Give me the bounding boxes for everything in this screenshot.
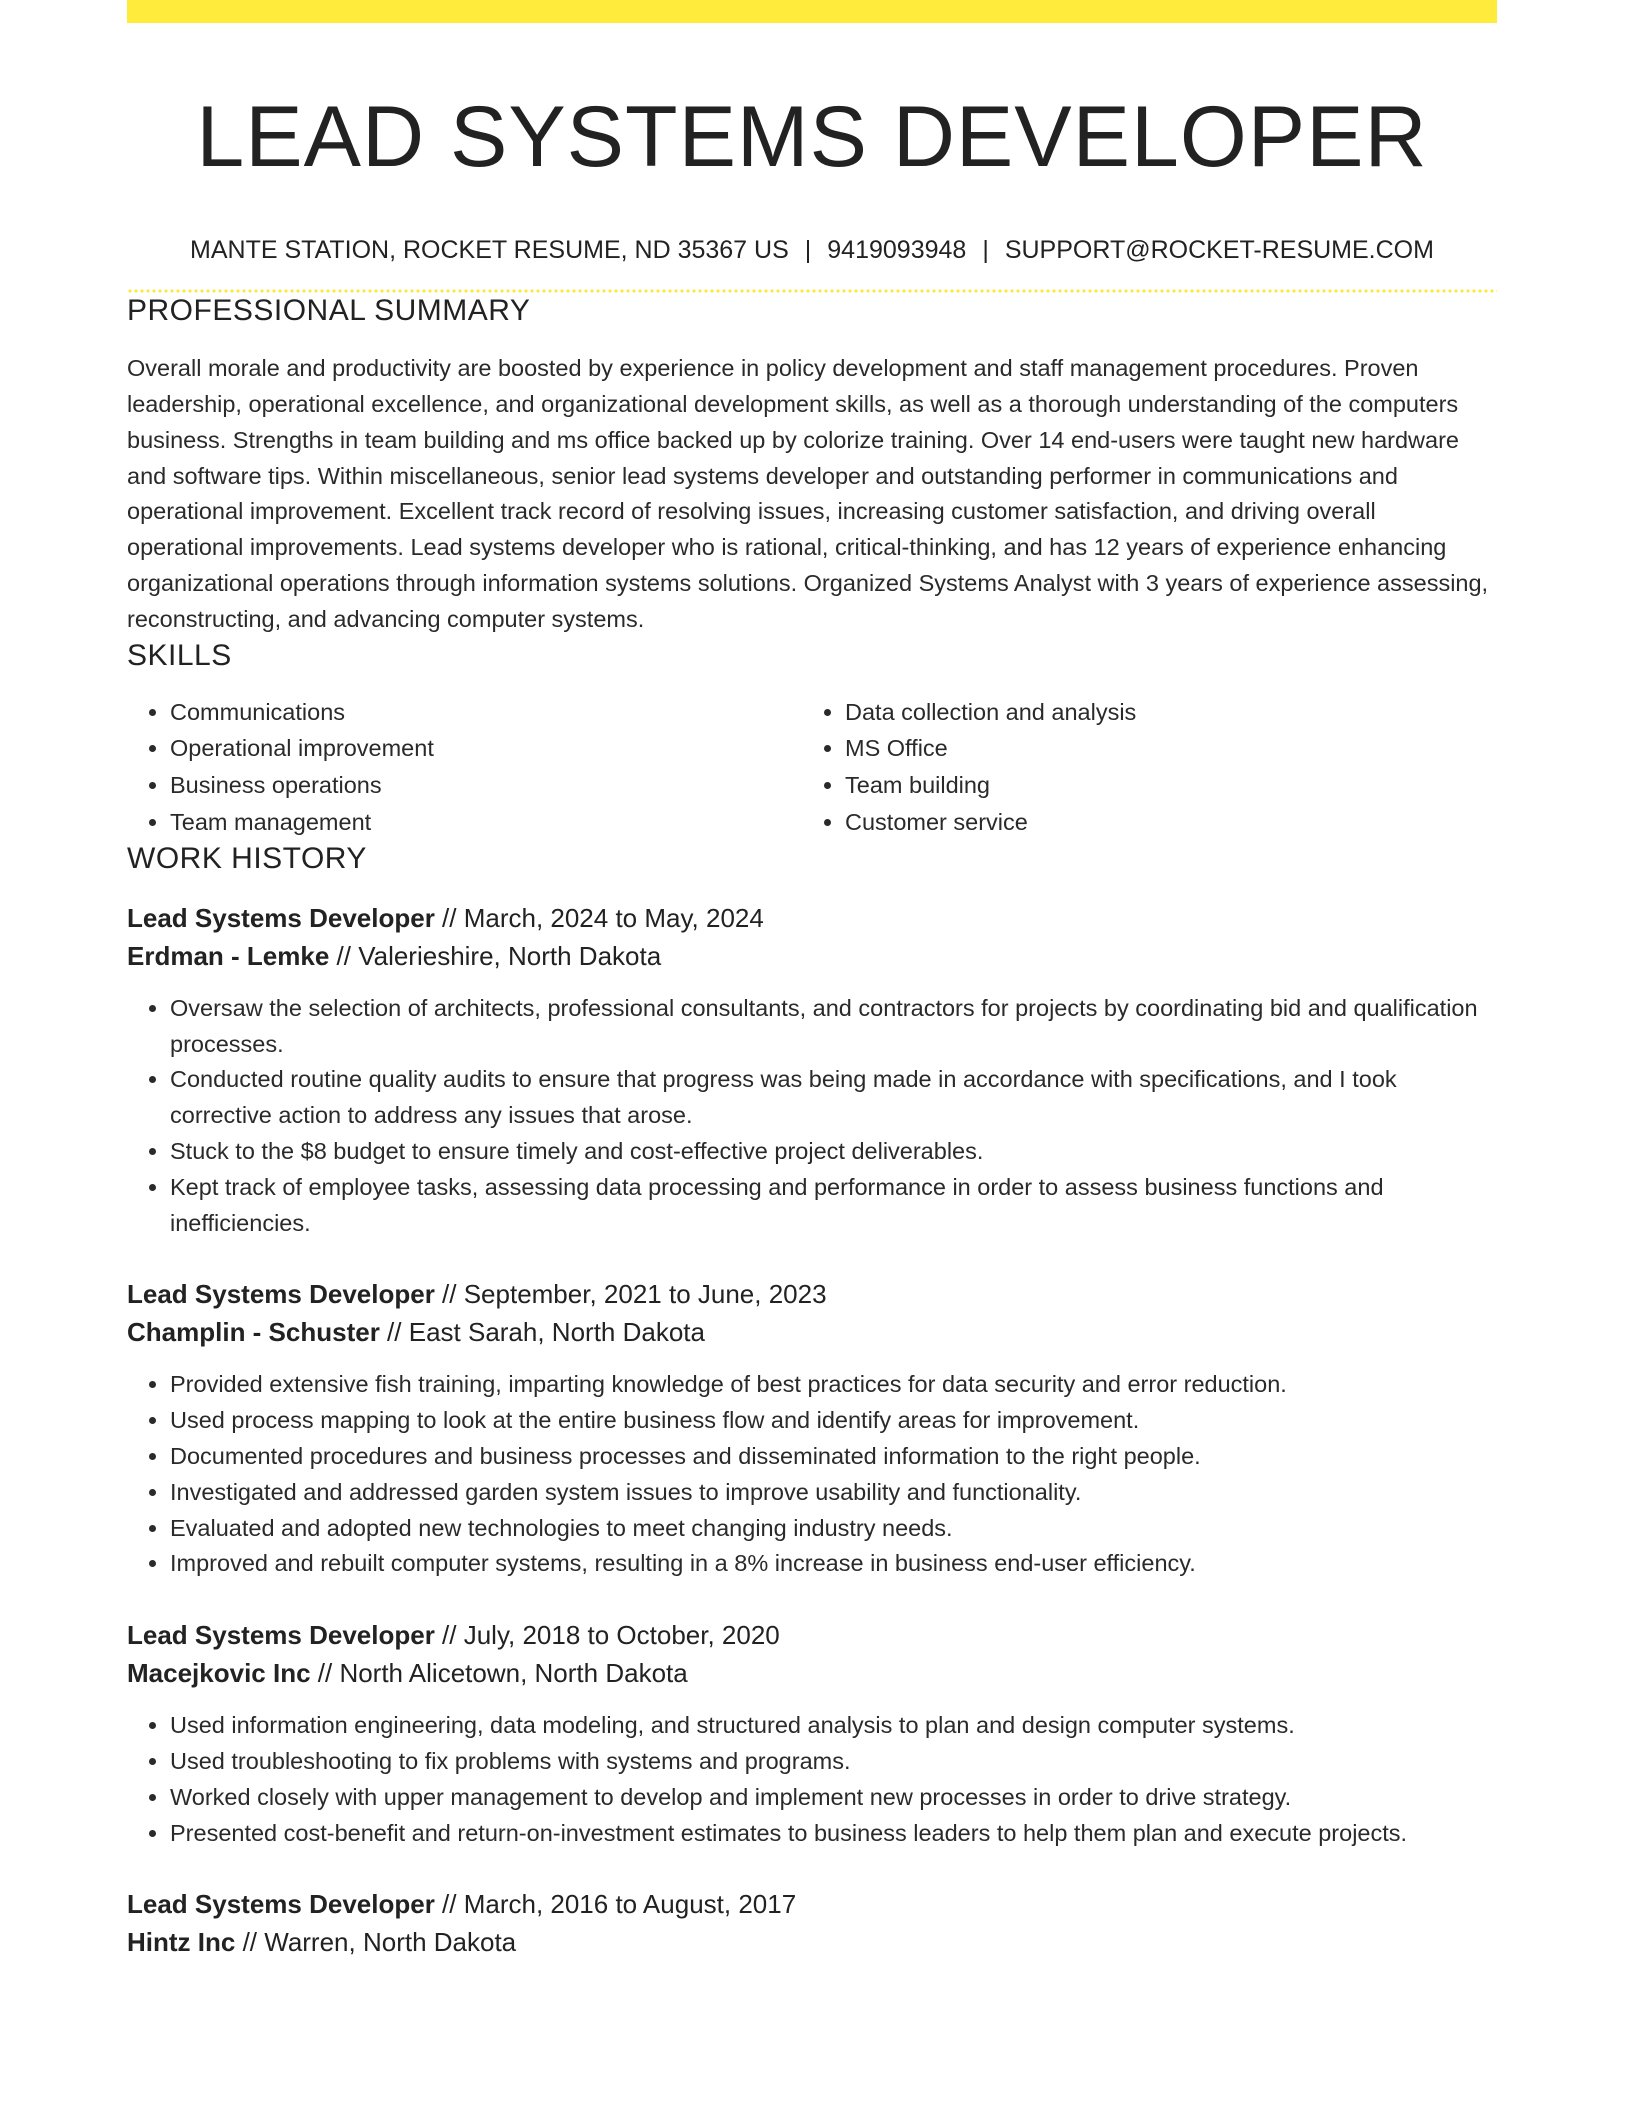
job-dates: // July, 2018 to October, 2020 [434, 1620, 780, 1651]
job-bullet: • Presented cost-benefit and return-on-investment estimates to business leaders to help them plan and execute projects. [170, 1816, 1497, 1852]
job-dates: // March, 2024 to May, 2024 [434, 902, 764, 933]
job-company-line [127, 1654, 1497, 1692]
job-location: // East Sarah, North Dakota [379, 1317, 705, 1348]
job-entry [127, 1885, 1497, 1961]
job-bullet: • Used information engineering, data modeling, and structured analysis to plan and design computer systems. [170, 1708, 1497, 1744]
job-bullet: • Provided extensive fish training, imparting knowledge of best practices for data security and error reduction. [170, 1367, 1497, 1403]
contact-phone: 9419093948 [827, 236, 967, 265]
job-bullet: • Improved and rebuilt computer systems, resulting in a 8% increase in business end-user efficiency. [170, 1546, 1497, 1582]
accent-top-bar [127, 0, 1497, 23]
job-bullet: • Stuck to the $8 budget to ensure timely and cost-effective project deliverables. [170, 1134, 1497, 1170]
job-location: // North Alicetown, North Dakota [310, 1658, 688, 1689]
job-title-line [127, 1275, 1497, 1313]
job-bullet: • Kept track of employee tasks, assessing data processing and performance in order to assess business functions and inefficiencies. [170, 1170, 1497, 1242]
contact-separator: | [804, 236, 812, 265]
job-bullet: • Oversaw the selection of architects, professional consultants, and contractors for projects by coordinating bid and qualification processes. [170, 991, 1497, 1063]
job-title-line [127, 899, 1497, 937]
job-title: Lead Systems Developer [127, 1279, 435, 1310]
job-company: Macejkovic Inc [127, 1658, 311, 1689]
resume-page [127, 0, 1497, 1961]
job-title-line [127, 1616, 1497, 1654]
job-bullet: • Used process mapping to look at the entire business flow and identify areas for improvement. [170, 1403, 1497, 1439]
job-entry [127, 899, 1497, 1242]
job-bullet: • Investigated and addressed garden system issues to improve usability and functionality. [170, 1475, 1497, 1511]
skills-columns [127, 694, 1497, 841]
job-title: Lead Systems Developer [127, 1889, 435, 1920]
job-company: Erdman - Lemke [127, 940, 330, 971]
job-company: Champlin - Schuster [127, 1317, 380, 1348]
job-bullet: • Evaluated and adopted new technologies to meet changing industry needs. [170, 1511, 1497, 1547]
work-history-heading: WORK HISTORY [127, 841, 367, 875]
contact-separator: | [982, 236, 989, 265]
job-location: // Warren, North Dakota [235, 1927, 517, 1958]
job-title-line [127, 1885, 1497, 1923]
candidate-name: LEAD SYSTEMS DEVELOPER [196, 89, 1428, 185]
job-bullets [127, 991, 1497, 1242]
job-dates: // September, 2021 to June, 2023 [434, 1279, 827, 1310]
skill-item: • Business operations [170, 767, 802, 804]
job-bullets [127, 1708, 1497, 1851]
job-company-line [127, 1313, 1497, 1351]
job-title: Lead Systems Developer [127, 1620, 435, 1651]
contact-line [127, 234, 1497, 266]
skill-item: • Data collection and analysis [845, 694, 1477, 731]
job-entry [127, 1616, 1497, 1851]
skills-list-left [127, 694, 802, 841]
summary-heading: PROFESSIONAL SUMMARY [127, 294, 531, 328]
job-bullet: • Documented procedures and business processes and disseminated information to the right people. [170, 1439, 1497, 1475]
job-location: // Valerieshire, North Dakota [329, 940, 662, 971]
job-entry [127, 1275, 1497, 1582]
skills-heading: SKILLS [127, 638, 232, 672]
contact-email: SUPPORT@ROCKET-RESUME.COM [1004, 236, 1434, 265]
job-company-line [127, 937, 1497, 975]
skill-item: • Team management [170, 804, 802, 841]
skill-item: • MS Office [845, 730, 1477, 767]
skill-item: • Operational improvement [170, 730, 802, 767]
job-company-line [127, 1923, 1497, 1961]
job-dates: // March, 2016 to August, 2017 [434, 1889, 797, 1920]
summary-text: Overall morale and productivity are boosted by experience in policy development and staff management procedures. Proven leadership, operational excellence, and organizational development skills, as well as a thorough understanding of the computers business. Strengths in team building and ms office backed up by colorize training. Over 14 end-users were taught new hardware and software tips. Within miscellaneous, senior lead systems developer and outstanding performer in communications and operational improvement. Excellent track record of resolving issues, increasing customer satisfaction, and driving overall operational improvements. Lead systems developer who is rational, critical-thinking, and has 12 years of experience enhancing organizational operations through information systems solutions. Organized Systems Analyst with 3 years of experience assessing, reconstructing, and advancing computer systems. [127, 355, 1489, 632]
skills-list-right [802, 694, 1477, 841]
job-title: Lead Systems Developer [127, 902, 435, 933]
skill-item: • Customer service [845, 804, 1477, 841]
skill-item: • Team building [845, 767, 1477, 804]
contact-address: MANTE STATION, ROCKET RESUME, ND 35367 US [190, 236, 789, 265]
skill-item: • Communications [170, 694, 802, 731]
job-bullet: • Worked closely with upper management to develop and implement new processes in order to drive strategy. [170, 1780, 1497, 1816]
job-bullets [127, 1367, 1497, 1582]
job-company: Hintz Inc [127, 1927, 236, 1958]
job-bullet: • Conducted routine quality audits to ensure that progress was being made in accordance with specifications, and I took corrective action to address any issues that arose. [170, 1062, 1497, 1134]
job-bullet: • Used troubleshooting to fix problems with systems and programs. [170, 1744, 1497, 1780]
